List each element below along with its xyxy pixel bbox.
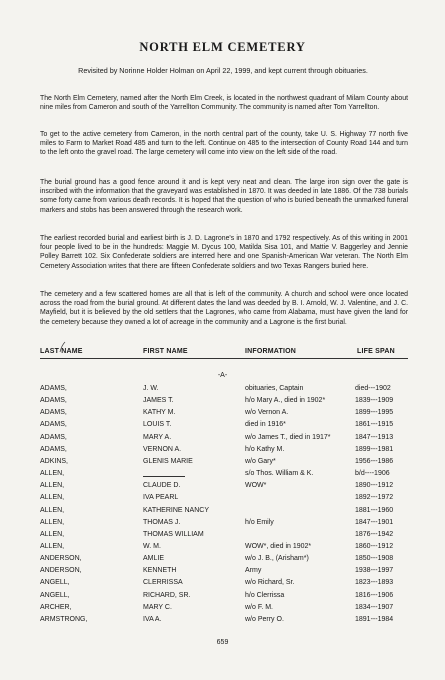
table-row (0, 458, 445, 470)
cell-first-name: MARY C. (143, 603, 172, 611)
cell-last-name: ANDERSON, (40, 567, 82, 575)
revised-note: Revisited by Norinne Holder Holman on April 22, 1999, and kept current through obituaries. (78, 66, 368, 75)
cell-last-name: ANGELL, (40, 579, 70, 587)
cell-information: h/o Clerrissa (245, 591, 285, 599)
cell-information: w/o James T., died in 1917* (245, 433, 331, 441)
cell-last-name: ADKINS, (40, 457, 69, 465)
cell-first-name: LOUIS T. (143, 421, 172, 429)
cell-first-name: IVA A. (143, 615, 162, 623)
cell-information: h/o Mary A., died in 1902* (245, 397, 326, 405)
cell-first-name: THOMAS WILLIAM (143, 530, 204, 538)
table-row (0, 397, 445, 409)
table-row (0, 507, 445, 519)
table-row (0, 482, 445, 494)
cell-last-name: ANDERSON, (40, 555, 82, 563)
cell-first-name: KATHERINE NANCY (143, 506, 209, 514)
paragraph-burials: The earliest recorded burial and earliest birth is J. D. Lagrone's in 1870 and 1792 respectively. As of this writing in 2001 four people lived to be in the hundreds: Maggie M. Dycus 100, Matilda Sisa 101, and Mattie V. Baggerley and Jennie Polley Barrett 102. Six Confederate soldiers are interred here and one Spanish-American War veteran. The North Elm Cemetery Association writes that there are fifteen Confederate soldiers and two Texas Rangers buried here. (40, 235, 408, 270)
cell-first-name: THOMAS J. (143, 518, 181, 526)
cell-last-name: ADAMS, (40, 421, 67, 429)
cell-life-span: 1890---1912 (355, 482, 394, 490)
paragraph-location: The North Elm Cemetery, named after the North Elm Creek, is located in the northwest quadrant of Milam County about nine miles from Cameron and south of the Yarrellton Community. The community is named after Tom Yarrellton. (40, 95, 408, 112)
cell-last-name: ADAMS, (40, 409, 67, 417)
cell-life-span: b/d----1906 (355, 470, 390, 478)
cell-life-span: 1876---1942 (355, 530, 394, 538)
cell-last-name: ARMSTRONG, (40, 615, 88, 623)
cell-life-span: 1881---1960 (355, 506, 394, 514)
cell-last-name: ADAMS, (40, 445, 67, 453)
table-row (0, 385, 445, 397)
cell-life-span: 1850---1908 (355, 555, 394, 563)
page-title: NORTH ELM CEMETERY (139, 40, 306, 54)
cell-last-name: ADAMS, (40, 397, 67, 405)
header-life-span: LIFE SPAN (357, 348, 395, 355)
header-first-name: FIRST NAME (143, 348, 188, 355)
cell-first-name: GLENIS MARIE (143, 457, 193, 465)
cell-life-span: 1839---1909 (355, 397, 394, 405)
table-row (0, 446, 445, 458)
paragraph-history: The cemetery and a few scattered homes are all that is left of the community. A church and school were once located across the road from the burial ground. At different dates the land was deeded by B. I. Arnold, W. J. Valentine, and J. C. Mayfield, but it is believed by the old settlers that the Lagrones, who came from Alabama, must have given the land for the cemetery because they owned a lot of acreage in the community and a Lagrone is the first burial. (40, 291, 408, 326)
cell-life-span: 1938---1997 (355, 567, 394, 575)
cell-life-span: 1847---1901 (355, 518, 394, 526)
cell-first-name: KENNETH (143, 567, 177, 575)
cell-life-span: 1823---1893 (355, 579, 394, 587)
table-row (0, 421, 445, 433)
cell-first-name: MARY A. (143, 433, 172, 441)
header-information: INFORMATION (245, 348, 297, 355)
header-last-name: LAST NAME (40, 348, 83, 355)
cell-information: w/o F. M. (245, 603, 274, 611)
cell-life-span: 1892---1972 (355, 494, 394, 502)
cell-first-name: RICHARD, SR. (143, 591, 191, 599)
cell-information: w/o Vernon A. (245, 409, 289, 417)
cell-first-name: JAMES T. (143, 397, 174, 405)
cell-first-name: J. W. (143, 385, 159, 392)
cell-last-name: ALLEN, (40, 470, 65, 478)
cell-information: w/o J. B., (Arisham*) (245, 555, 309, 563)
blank-name-line (143, 470, 185, 477)
cell-information: obituaries, Captain (245, 385, 304, 392)
cell-information: WOW* (245, 482, 267, 490)
section-letter: -A- (217, 372, 228, 379)
cell-last-name: ADAMS, (40, 433, 67, 441)
cell-information: WOW*, died in 1902* (245, 542, 312, 550)
table-row (0, 567, 445, 579)
table-row (0, 592, 445, 604)
cell-first-name: CLERRISSA (143, 579, 183, 587)
table-row (0, 519, 445, 531)
table-row (0, 555, 445, 567)
cell-information: w/o Richard, Sr. (245, 579, 295, 587)
cell-life-span: 1816---1906 (355, 591, 394, 599)
cell-last-name: ALLEN, (40, 494, 65, 502)
table-row (0, 531, 445, 543)
cell-first-name: CLAUDE D. (143, 482, 181, 490)
cell-information: h/o Emily (245, 518, 274, 526)
table-row (0, 604, 445, 616)
cell-last-name: ALLEN, (40, 518, 65, 526)
header-divider (40, 358, 408, 359)
cell-last-name: ALLEN, (40, 530, 65, 538)
cell-information: died in 1916* (245, 421, 286, 429)
cell-first-name: KATHY M. (143, 409, 176, 417)
cell-first-name: AMLIE (143, 555, 165, 563)
page-number: 659 (216, 639, 229, 646)
cell-information: h/o Kathy M. (245, 445, 285, 453)
cell-life-span: 1834---1907 (355, 603, 394, 611)
cell-last-name: ANGELL, (40, 591, 70, 599)
cell-first-name: IVA PEARL (143, 494, 179, 502)
cell-first-name: VERNON A. (143, 445, 182, 453)
table-row (0, 470, 445, 482)
cell-last-name: ARCHER, (40, 603, 72, 611)
paragraph-directions: To get to the active cemetery from Cameron, in the north central part of the county, take U. S. Highway 77 north five miles to Farm to Market Road 485 and turn to the left. Continue on 485 to the intersection of County Road 144 and turn to the left onto the gravel road. The large cemetery will come into view on the left side of the road. (40, 131, 408, 157)
table-row (0, 543, 445, 555)
table-row (0, 409, 445, 421)
paragraph-grounds: The burial ground has a good fence around it and is kept very neat and clean. The large iron sign over the gate is inscribed with the information that the graveyard was established in 1870. It was deeded in late 1886. Of the 738 burials some forty came from various death records. It is hoped that the question of who is buried beneath the unmarked funeral markers and stobs has been answered through the research work. (40, 179, 408, 214)
cell-first-name: W. M. (143, 542, 161, 550)
cell-life-span: 1891---1984 (355, 615, 394, 623)
cell-life-span: 1860---1912 (355, 542, 394, 550)
cell-information: Army (245, 567, 262, 575)
cell-information: s/o Thos. William & K. (245, 470, 314, 478)
table-row (0, 434, 445, 446)
table-row (0, 494, 445, 506)
cell-life-span: died---1902 (355, 385, 391, 392)
cell-information: w/o Perry O. (245, 615, 284, 623)
cell-life-span: 1899---1981 (355, 445, 394, 453)
table-row (0, 616, 445, 628)
cell-life-span: 1956---1986 (355, 457, 394, 465)
cell-last-name: ALLEN, (40, 482, 65, 490)
cell-information: w/o Gary* (245, 457, 276, 465)
cell-first-name (143, 470, 185, 479)
cell-last-name: ADAMS, (40, 385, 67, 392)
cell-last-name: ALLEN, (40, 542, 65, 550)
cell-last-name: ALLEN, (40, 506, 65, 514)
table-row (0, 579, 445, 591)
cell-life-span: 1899---1995 (355, 409, 394, 417)
cell-life-span: 1861---1915 (355, 421, 394, 429)
cell-life-span: 1847---1913 (355, 433, 394, 441)
